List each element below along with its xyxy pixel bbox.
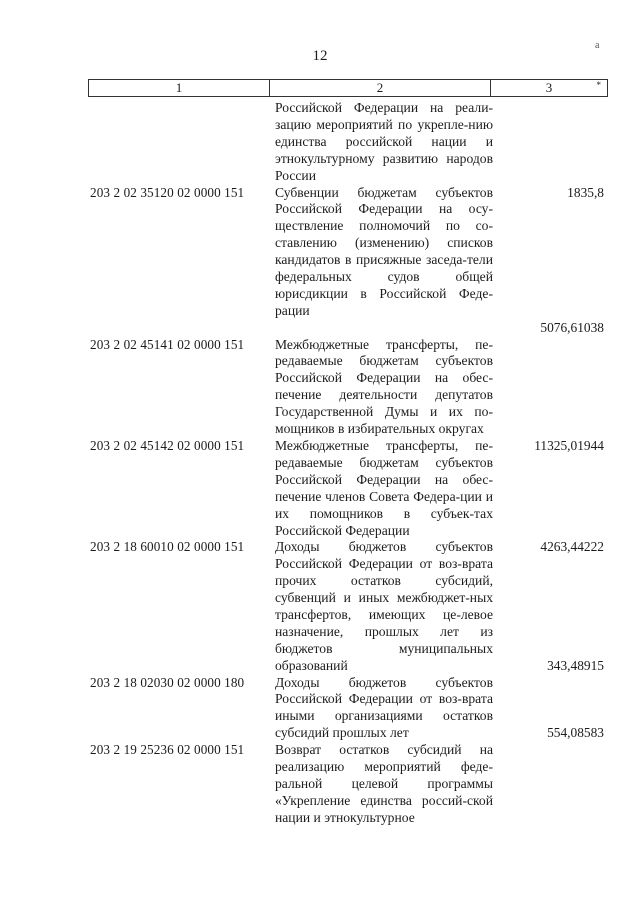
- row-description: Российской Федерации на реали-зацию мероприятий по укрепле-нию единства российской нации и этнокультурному развитию народов России: [275, 100, 493, 183]
- row-amount: 1835,8: [567, 184, 604, 200]
- table-body: [0, 100, 640, 843]
- table-row: [0, 658, 640, 741]
- table-row: [0, 725, 640, 843]
- row-code: 203 2 02 45141 02 0000 151: [90, 336, 245, 352]
- column-header-3-label: 3: [545, 80, 553, 95]
- column-header-2: 2: [270, 80, 491, 96]
- row-amount: 343,48915: [547, 657, 604, 673]
- column-header-3-mark: *: [596, 80, 601, 90]
- row-amount: 5076,61038: [540, 319, 604, 335]
- row-code: 203 2 18 60010 02 0000 151: [90, 539, 245, 555]
- table-row: [0, 184, 640, 335]
- row-amount: 554,08583: [547, 725, 604, 741]
- row-description: Доходы бюджетов субъектов Российской Федерации от воз-врата прочих остатков субсидий, субвенций и иных межбюджет-ных трансфертов, имеющих це-левое назначение, прошлых лет из бюджетов муниципальных образований: [275, 539, 493, 673]
- table-row: [0, 522, 640, 673]
- row-code: 203 2 02 45142 02 0000 151: [90, 437, 245, 453]
- corner-mark: a: [595, 40, 600, 51]
- column-header-1: 1: [89, 80, 270, 96]
- row-description: Межбюджетные трансферты, пе-редаваемые бюджетам субъектов Российской Федерации на обес-печение членов Совета Федера-ции и их помощников в субъек-тах Российской Федерации: [275, 437, 493, 538]
- row-description: Доходы бюджетов субъектов Российской Федерации от воз-врата иными организациями остатков субсидий прошлых лет: [275, 674, 493, 741]
- row-description: Межбюджетные трансферты, пе-редаваемые бюджетам субъектов Российской Федерации на обес-печение деятельности депутатов Государственной Думы и их по-мощников в избирательных округах: [275, 336, 493, 437]
- row-amount: 11325,01944: [534, 437, 604, 453]
- row-description: Возврат остатков субсидий на реализацию мероприятий феде-ральной целевой программы «Укрепление единства россий-ской нации и этнокультурное: [275, 742, 493, 825]
- column-header-3: [491, 80, 607, 96]
- row-code: 203 2 02 35120 02 0000 151: [90, 184, 245, 200]
- row-code: 203 2 19 25236 02 0000 151: [90, 742, 245, 758]
- page-number: 12: [312, 48, 328, 64]
- table-header: [88, 79, 608, 97]
- row-amount: 4263,44222: [540, 539, 604, 555]
- row-code: 203 2 18 02030 02 0000 180: [90, 674, 245, 690]
- row-description: Субвенции бюджетам субъектов Российской Федерации на осу-ществление полномочий по со-ставлению (изменению) списков кандидатов в присяжные заседа-тели федеральных судов общей юрисдикции в Российской Феде-рации: [275, 184, 493, 318]
